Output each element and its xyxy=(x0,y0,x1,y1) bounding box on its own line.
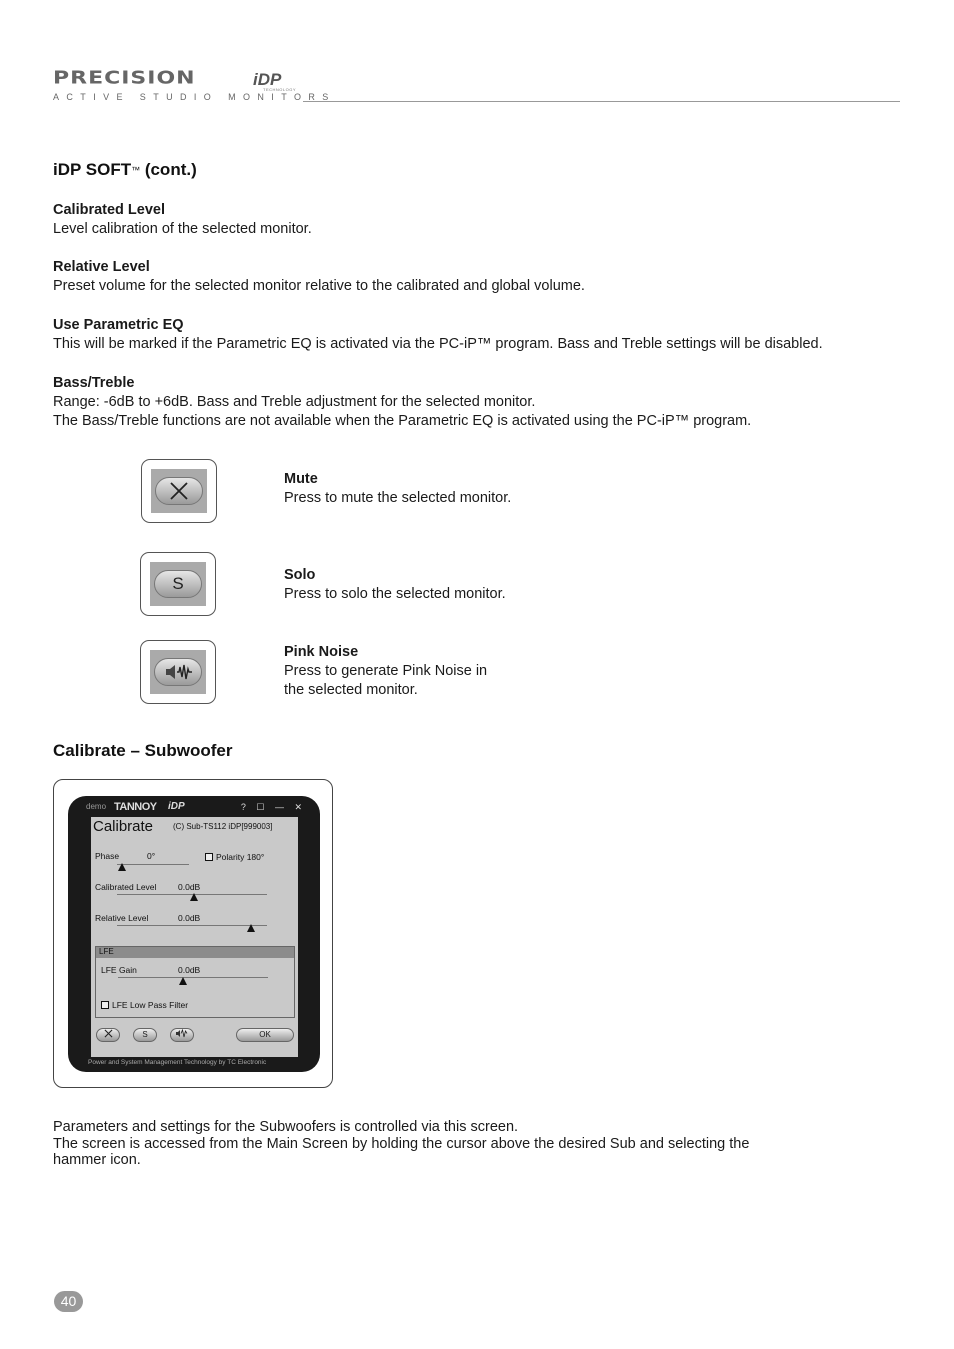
window-controls: ? ☐ — ✕ xyxy=(240,802,306,812)
param-term: Calibrated Level xyxy=(53,202,166,218)
param-desc: This will be marked if the Parametric EQ is activated via the PC-iP™ program. Bass and Treble settings will be disabled. xyxy=(53,336,823,352)
pink-noise-speaker-icon xyxy=(154,658,202,686)
ok-button: OK xyxy=(236,1028,294,1042)
mute-x-icon xyxy=(155,477,203,505)
param-term: Bass/Treble xyxy=(53,375,135,391)
device-titlebar xyxy=(86,802,306,816)
param-desc: Range: -6dB to +6dB. Bass and Treble adjustment for the selected monitor. xyxy=(53,394,536,410)
section-title-suffix: (cont.) xyxy=(140,160,197,179)
lfe-gain-label: LFE Gain xyxy=(101,965,137,975)
calibrate-title: Calibrate xyxy=(93,818,154,835)
button-term: Mute xyxy=(284,471,318,487)
param-bass-treble xyxy=(53,374,933,431)
param-term: Use Parametric EQ xyxy=(53,317,184,333)
phase-slider xyxy=(117,864,189,865)
calibrate-screenshot-frame xyxy=(53,779,333,1088)
logo-technology: TECHNOLOGY xyxy=(263,87,297,92)
tannoy-logo: TANNOY xyxy=(114,801,157,813)
lfe-gain-value: 0.0dB xyxy=(178,965,201,975)
pink-noise-button-illustration xyxy=(140,640,216,704)
icon-background xyxy=(150,562,206,606)
subwoofer-description xyxy=(53,1119,893,1169)
page-number: 40 xyxy=(54,1291,83,1312)
checkbox-icon xyxy=(205,853,213,861)
icon-background xyxy=(150,650,206,694)
description-line-3: hammer icon. xyxy=(53,1152,141,1168)
calibrated-level-knob xyxy=(190,893,198,901)
lfe-low-pass-checkbox xyxy=(101,1000,188,1010)
idp-logo: iDP xyxy=(168,801,185,812)
device-footer: Power and System Management Technology by TC Electronic xyxy=(88,1059,267,1066)
mini-mute-button xyxy=(96,1028,120,1042)
param-desc: Level calibration of the selected monitor. xyxy=(53,221,312,237)
precision-logo xyxy=(53,68,336,106)
button-desc-2: the selected monitor. xyxy=(284,682,418,698)
button-desc-mute xyxy=(284,470,511,508)
model-label: (C) Sub-TS112 iDP[999003] xyxy=(173,822,273,831)
param-term: Relative Level xyxy=(53,259,150,275)
relative-level-slider xyxy=(117,925,267,926)
lfe-gain-slider xyxy=(118,977,268,978)
button-desc: Press to mute the selected monitor. xyxy=(284,490,512,506)
calibrated-level-value: 0.0dB xyxy=(178,882,201,892)
solo-button-illustration xyxy=(140,552,216,616)
section-title-idp-soft xyxy=(53,160,197,180)
calibrated-level-label: Calibrated Level xyxy=(95,882,157,892)
relative-level-value: 0.0dB xyxy=(178,913,201,923)
lfe-header xyxy=(96,947,294,958)
param-relative-level xyxy=(53,258,585,296)
mini-pink-noise-button xyxy=(170,1028,194,1042)
lfe-header-label: LFE xyxy=(99,947,114,956)
phase-label: Phase xyxy=(95,851,120,861)
section-title-text: iDP SOFT xyxy=(53,160,132,179)
demo-label: demo xyxy=(86,802,107,811)
logo-subtitle: ACTIVE STUDIO MONITORS xyxy=(53,92,336,102)
param-desc: Preset volume for the selected monitor relative to the calibrated and global volume. xyxy=(53,278,585,294)
param-calibrated-level xyxy=(53,201,312,239)
trademark: ™ xyxy=(131,165,141,175)
checkbox-icon xyxy=(101,1001,109,1009)
description-line-2: The screen is accessed from the Main Screen by holding the cursor above the desired Sub and selecting the xyxy=(53,1135,750,1152)
solo-s-icon: S xyxy=(154,570,202,598)
param-desc-2: The Bass/Treble functions are not available when the Parametric EQ is activated using the PC-iP™ program. xyxy=(53,413,752,429)
lfe-gain-knob xyxy=(179,977,187,985)
button-desc-solo xyxy=(284,566,506,604)
pink-noise-speaker-icon xyxy=(175,1029,189,1038)
polarity-label: Polarity 180° xyxy=(216,852,265,862)
relative-level-knob xyxy=(247,924,255,932)
phase-value: 0° xyxy=(147,851,156,861)
phase-slider-knob xyxy=(118,863,126,871)
param-use-parametric-eq xyxy=(53,316,933,354)
button-desc: Press to solo the selected monitor. xyxy=(284,586,506,602)
lfe-low-pass-label: LFE Low Pass Filter xyxy=(112,1000,189,1010)
button-term: Solo xyxy=(284,567,316,583)
logo-wordmark: PRECISION xyxy=(53,68,196,89)
mini-solo-button: S xyxy=(133,1028,157,1042)
mute-button-illustration xyxy=(141,459,217,523)
description-line-1: Parameters and settings for the Subwoofers is controlled via this screen. xyxy=(53,1119,519,1135)
header-rule xyxy=(303,101,900,102)
mute-x-icon xyxy=(104,1029,113,1038)
polarity-checkbox xyxy=(205,852,264,862)
lfe-group xyxy=(95,946,295,1018)
device-window xyxy=(68,796,320,1072)
button-desc: Press to generate Pink Noise in xyxy=(284,663,488,679)
button-desc-pink-noise xyxy=(284,643,487,700)
relative-level-label: Relative Level xyxy=(95,913,149,923)
logo-idp: iDP xyxy=(253,70,282,89)
calibrate-screen xyxy=(91,817,298,1057)
button-term: Pink Noise xyxy=(284,644,359,660)
section-title-calibrate-subwoofer: Calibrate – Subwoofer xyxy=(53,741,233,760)
icon-background xyxy=(151,469,207,513)
